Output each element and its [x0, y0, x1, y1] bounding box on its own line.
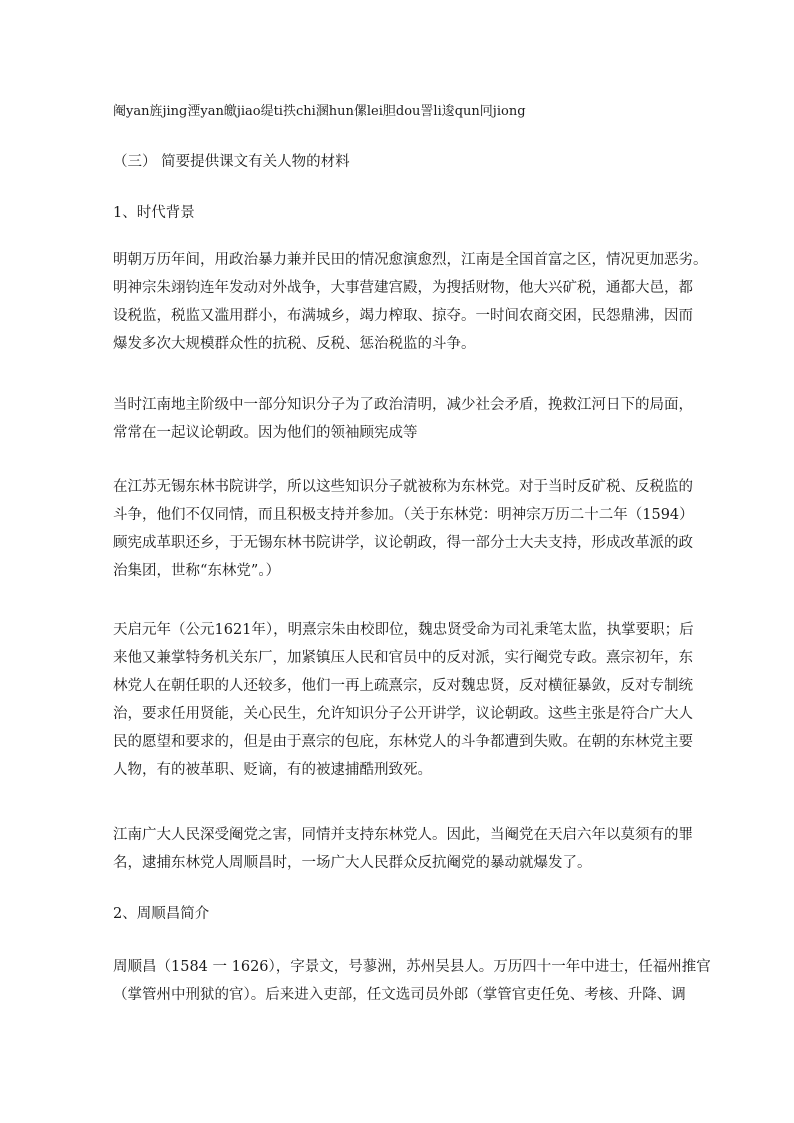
subsection-heading-background: 1、时代背景 — [113, 205, 195, 221]
paragraph-line: 来他又兼掌特务机关东厂，加紧镇压人民和官员中的反对派，实行阉党专政。熹宗初年，东 — [113, 650, 693, 666]
paragraph-line: 明朝万历年间，用政治暴力兼并民田的情况愈演愈烈，江南是全国首富之区，情况更加恶劣。 — [113, 252, 708, 268]
paragraph-line: 顾宪成革职还乡，于无锡东林书院讲学，议论朝政，得一部分士大夫支持，形成改革派的政 — [113, 535, 693, 551]
paragraph-line: 治集团，世称“东林党”。） — [113, 563, 281, 579]
paragraph-line: 名，逮捕东林党人周顺昌时，一场广大人民群众反抗阉党的暴动就爆发了。 — [113, 855, 592, 871]
paragraph-line: 林党人在朝任职的人还较多，他们一再上疏熹宗，反对魏忠贤，反对横征暴敛，反对专制统 — [113, 678, 693, 694]
paragraph-line: 在江苏无锡东林书院讲学，所以这些知识分子就被称为东林党。对于当时反矿税、反税监的 — [113, 479, 693, 495]
paragraph-line: 爆发多次大规模群众性的抗税、反税、惩治税监的斗争。 — [113, 336, 476, 352]
paragraph-line: 常常在一起议论朝政。因为他们的领袖顾宪成等 — [113, 425, 418, 441]
paragraph-line: 当时江南地主阶级中一部分知识分子为了政治清明，减少社会矛盾，挽救江河日下的局面， — [113, 397, 693, 413]
paragraph-line: （掌管州中刑狱的官）。后来进入吏部，任文选司员外郎（掌管官吏任免、考核、升降、调 — [113, 987, 686, 1003]
paragraph-line: 天启元年（公元1621年），明熹宗朱由校即位，魏忠贤受命为司礼秉笔太监，执掌要职；后 — [113, 622, 694, 638]
paragraph-line: 民的愿望和要求的，但是由于熹宗的包庇，东林党人的斗争都遭到失败。在朝的东林党主要 — [113, 734, 693, 750]
pinyin-line: 阉yan旌jing湮yan皦jiao缇ti抶chi溷hun傫lei胆dou詈li逡qun冋jiong — [113, 104, 526, 119]
paragraph-line: 人物，有的被革职、贬谪，有的被逮捕酷刑致死。 — [113, 762, 432, 778]
subsection-heading-biography: 2、周顺昌简介 — [113, 906, 210, 922]
paragraph-line: 周顺昌（1584 一 1626），字景文，号蓼洲，苏州吴县人。万历四十一年中进士，任福州推官 — [113, 959, 711, 975]
paragraph-line: 江南广大人民深受阉党之害，同情并支持东林党人。因此，当阉党在天启六年以莫须有的罪 — [113, 827, 693, 843]
section-heading: （三） 简要提供课文有关人物的材料 — [113, 154, 350, 170]
paragraph-line: 治，要求任用贤能，关心民生，允许知识分子公开讲学，议论朝政。这些主张是符合广大人 — [113, 706, 693, 722]
paragraph-line: 明神宗朱翊钧连年发动对外战争，大事营建宫殿，为搜括财物，他大兴矿税，通都大邑，都 — [113, 280, 693, 296]
paragraph-line: 斗争，他们不仅同情，而且积极支持并参加。（关于东林党：明神宗万历二十二年（1594） — [113, 507, 694, 523]
paragraph-line: 设税监，税监又滥用群小，布满城乡，竭力榨取、掠夺。一时间农商交困，民怨鼎沸，因而 — [113, 308, 693, 324]
